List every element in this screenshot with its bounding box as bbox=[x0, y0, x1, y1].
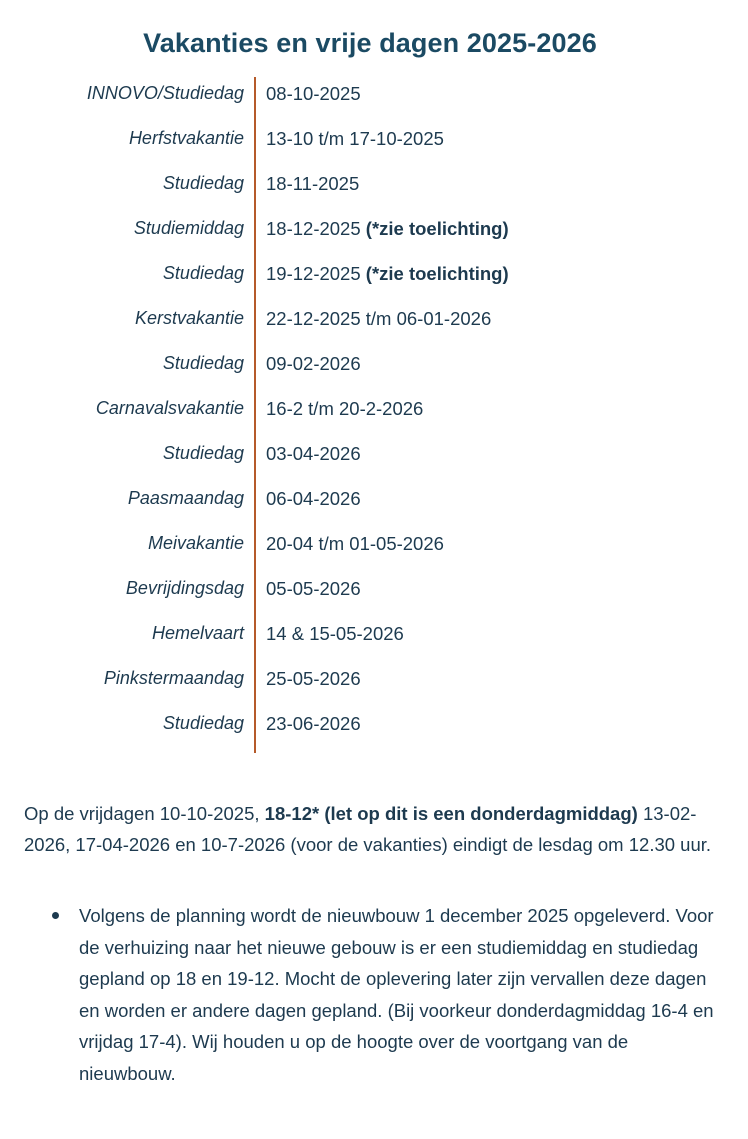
date-value: 06-04-2026 bbox=[266, 488, 361, 509]
date-value: 13-10 t/m 17-10-2025 bbox=[266, 128, 444, 149]
early-closing-paragraph bbox=[24, 798, 724, 860]
date-value: 16-2 t/m 20-2-2026 bbox=[266, 398, 424, 419]
schedule-label: Studiedag bbox=[162, 263, 244, 283]
date-value: 14 & 15-05-2026 bbox=[266, 623, 404, 644]
schedule-row bbox=[0, 658, 748, 703]
paragraph-part1: Op de vrijdagen 10-10-2025, bbox=[24, 803, 265, 824]
schedule-label: Kerstvakantie bbox=[134, 308, 244, 328]
schedule-date bbox=[266, 353, 361, 375]
date-value: 23-06-2026 bbox=[266, 713, 361, 734]
list-item bbox=[0, 900, 719, 1089]
date-value: 08-10-2025 bbox=[266, 83, 361, 104]
date-value: 20-04 t/m 01-05-2026 bbox=[266, 533, 444, 554]
schedule-date bbox=[266, 488, 361, 510]
schedule-date bbox=[266, 398, 423, 420]
schedule-date bbox=[266, 83, 361, 105]
schedule-date bbox=[266, 533, 444, 555]
schedule-row bbox=[0, 703, 748, 748]
schedule-row bbox=[0, 613, 748, 658]
date-value: 25-05-2026 bbox=[266, 668, 361, 689]
schedule-date bbox=[266, 128, 444, 150]
schedule-row bbox=[0, 433, 748, 478]
bullet-text: Volgens de planning wordt de nieuwbouw 1 december 2025 opgeleverd. Voor de verhuizing naar het nieuwe gebouw is er een studiemiddag en studiedag gepland op 18 en 19-12. Mocht de oplevering later zijn vervallen deze dagen en worden er andere dagen gepland. (Bij voorkeur donderdagmiddag 16-4 en vrijdag 17-4). Wij houden u op de hoogte over de voortgang van de nieuwbouw. bbox=[79, 905, 714, 1084]
date-note: (*zie toelichting) bbox=[365, 218, 509, 239]
schedule-date bbox=[266, 668, 361, 690]
page-title: Vakanties en vrije dagen 2025-2026 bbox=[143, 28, 597, 58]
schedule-row bbox=[0, 388, 748, 433]
schedule-date bbox=[266, 173, 359, 195]
schedule-row bbox=[0, 523, 748, 568]
schedule-label: Studiedag bbox=[162, 353, 244, 373]
bullet-list bbox=[0, 900, 748, 1089]
schedule-row bbox=[0, 208, 748, 253]
schedule-date bbox=[266, 308, 491, 330]
paragraph-part2: 13-02-2026, 17-04-2026 en 10-7-2026 (voor de vakanties) eindigt de lesdag om 12.30 uur. bbox=[24, 803, 712, 855]
schedule-date bbox=[266, 443, 361, 465]
schedule-date bbox=[266, 713, 361, 735]
paragraph-bold: 18-12* (let op dit is een donderdagmiddag) bbox=[264, 803, 638, 824]
schedule-label: Bevrijdingsdag bbox=[125, 578, 244, 598]
date-value: 03-04-2026 bbox=[266, 443, 361, 464]
schedule-label: Studiedag bbox=[162, 173, 244, 193]
schedule-row bbox=[0, 118, 748, 163]
schedule-label: Carnavalsvakantie bbox=[95, 398, 244, 418]
schedule-label: Studiedag bbox=[162, 713, 244, 733]
schedule-date bbox=[266, 623, 404, 645]
date-value: 09-02-2026 bbox=[266, 353, 361, 374]
schedule-row bbox=[0, 568, 748, 613]
date-value: 19-12-2025 bbox=[266, 263, 361, 284]
schedule-label: INNOVO/Studiedag bbox=[86, 83, 244, 103]
date-note: (*zie toelichting) bbox=[365, 263, 509, 284]
schedule-row bbox=[0, 163, 748, 208]
date-value: 18-11-2025 bbox=[266, 173, 360, 194]
schedule-date bbox=[266, 263, 509, 285]
schedule-label: Meivakantie bbox=[147, 533, 244, 553]
schedule-row bbox=[0, 478, 748, 523]
bullet-dot-icon bbox=[52, 912, 59, 919]
date-value: 05-05-2026 bbox=[266, 578, 361, 599]
schedule-row bbox=[0, 298, 748, 343]
schedule-label: Studiemiddag bbox=[133, 218, 244, 238]
schedule-label: Herfstvakantie bbox=[128, 128, 244, 148]
schedule-row bbox=[0, 73, 748, 118]
schedule-row bbox=[0, 343, 748, 388]
schedule-date bbox=[266, 218, 509, 240]
schedule-label: Studiedag bbox=[162, 443, 244, 463]
schedule-label: Pinkstermaandag bbox=[103, 668, 244, 688]
schedule-label: Hemelvaart bbox=[151, 623, 244, 643]
schedule-row bbox=[0, 253, 748, 298]
date-value: 18-12-2025 bbox=[266, 218, 361, 239]
date-value: 22-12-2025 t/m 06-01-2026 bbox=[266, 308, 492, 329]
schedule-date bbox=[266, 578, 361, 600]
schedule-label: Paasmaandag bbox=[127, 488, 244, 508]
